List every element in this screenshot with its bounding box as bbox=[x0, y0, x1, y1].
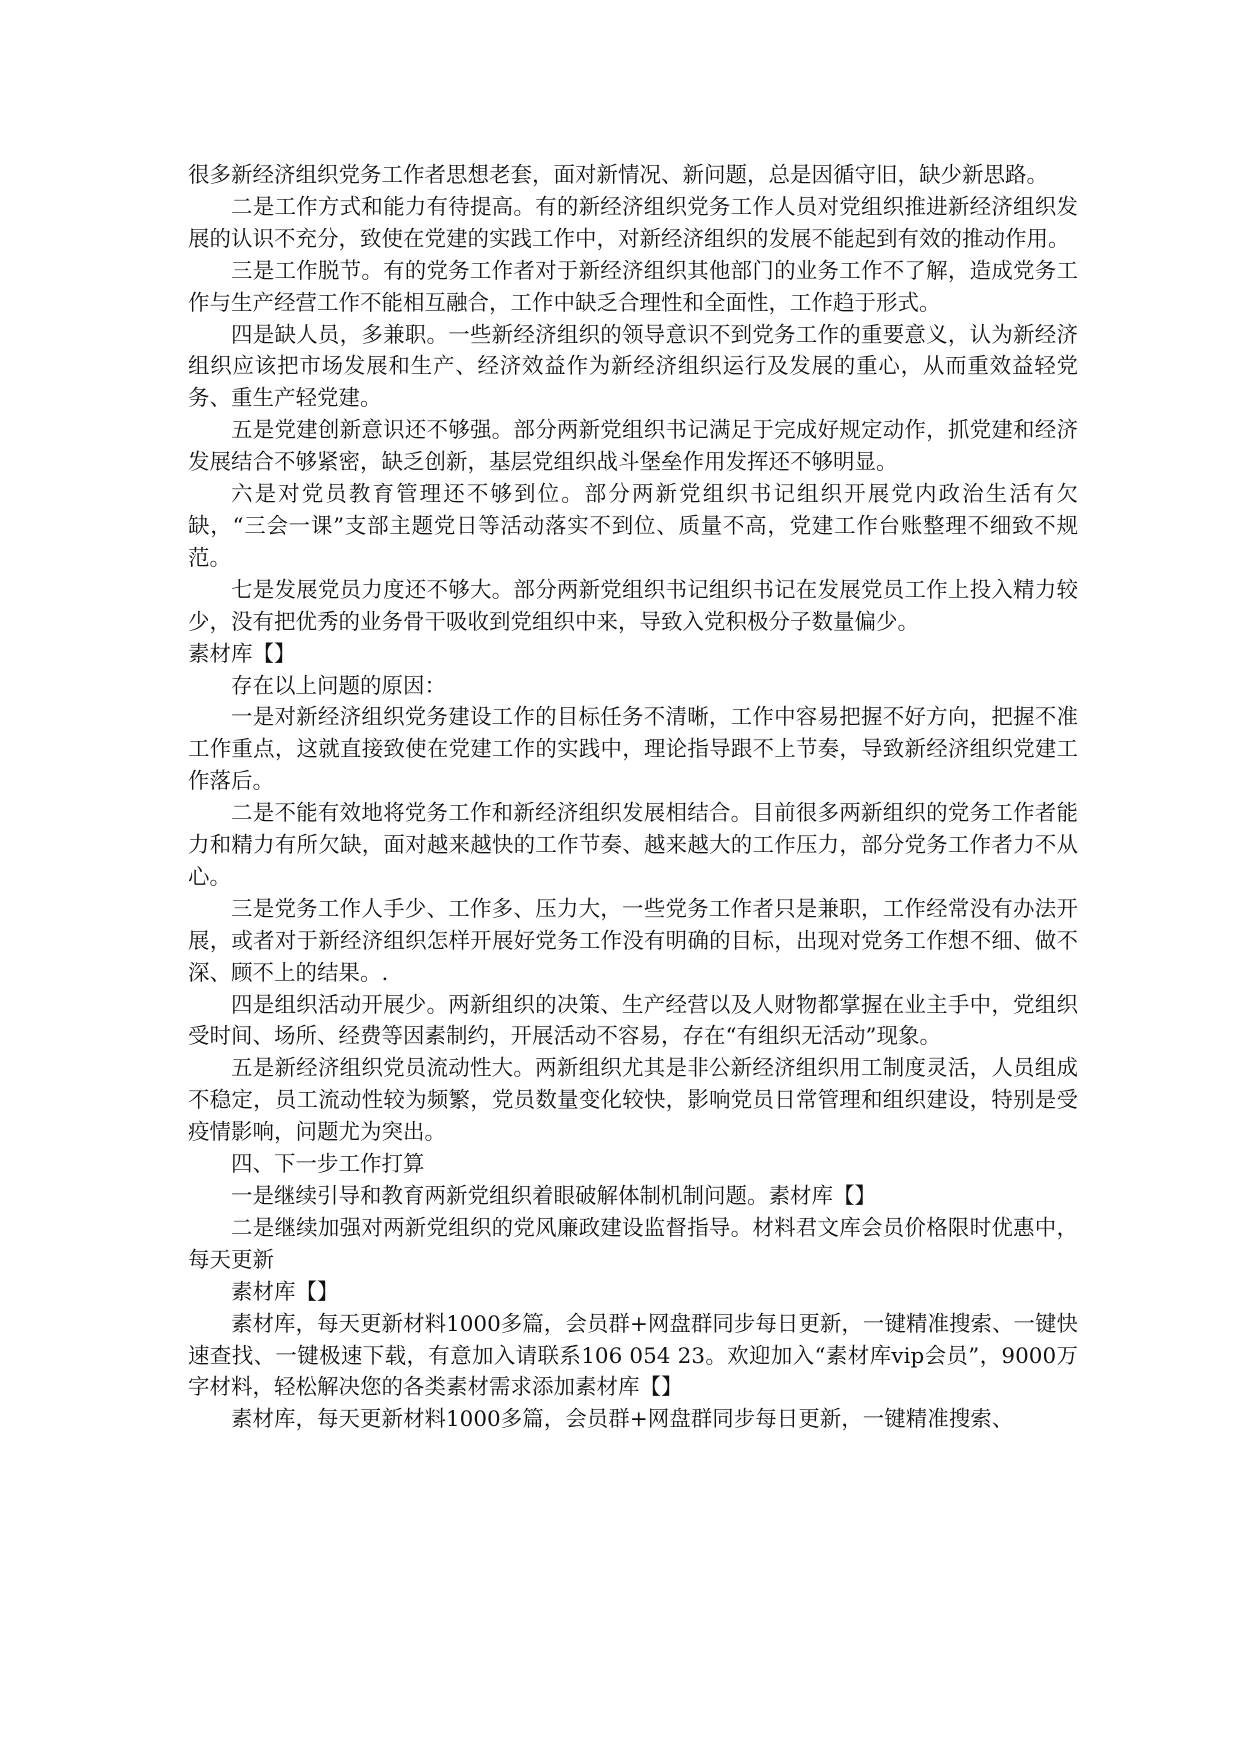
watermark-line-1: 素材库【】 bbox=[188, 641, 296, 667]
paragraph-11: 四是组织活动开展少。两新组织的决策、生产经营以及人财物都掌握在业主手中，党组织受时间、场所、经费等因素制约，开展活动不容易，存在“有组织无活动”现象。 bbox=[188, 992, 1078, 1050]
promo-paragraph-2: 素材库，每天更新材料1000多篇，会员群+网盘群同步每日更新，一键精准搜索、 bbox=[231, 1407, 1014, 1433]
paragraph-14: 二是继续加强对两新党组织的党风廉政建设监督指导。材料君文库会员价格限时优惠中，每天更新 bbox=[188, 1215, 1078, 1273]
paragraph-12: 五是新经济组织党员流动性大。两新组织尤其是非公新经济组织用工制度灵活，人员组成不稳定，员工流动性较为频繁，党员数量变化较快，影响党员日常管理和组织建设，特别是受疫情影响，问题尤为突出。 bbox=[188, 1056, 1078, 1146]
paragraph-5: 五是党建创新意识还不够强。部分两新党组织书记满足于完成好规定动作，抓党建和经济发展结合不够紧密，缺乏创新，基层党组织战斗堡垒作用发挥还不够明显。 bbox=[188, 418, 1078, 476]
paragraph-9: 二是不能有效地将党务工作和新经济组织发展相结合。目前很多两新组织的党务工作者能力和精力有所欠缺，面对越来越快的工作节奏、越来越大的工作压力，部分党务工作者力不从心。 bbox=[188, 801, 1078, 890]
promo-paragraph-1: 素材库，每天更新材料1000多篇，会员群+网盘群同步每日更新，一键精准搜索、一键快速查找、一键极速下载，有意加入请联系106 054 23。欢迎加入“素材库vip会员”，9000万字材料，轻松解决您的各类素材需求添加素材库【】 bbox=[188, 1311, 1078, 1401]
paragraph-2: 二是工作方式和能力有待提高。有的新经济组织党务工作人员对党组织推进新经济组织发展的认识不充分，致使在党建的实践工作中，对新经济组织的发展不能起到有效的推动作用。 bbox=[188, 194, 1078, 252]
paragraph-3: 三是工作脱节。有的党务工作者对于新经济组织其他部门的业务工作不了解，造成党务工作与生产经营工作不能相互融合，工作中缺乏合理性和全面性，工作趋于形式。 bbox=[188, 258, 1078, 316]
paragraph-7: 七是发展党员力度还不够大。部分两新党组织书记组织书记在发展党员工作上投入精力较少，没有把优秀的业务骨干吸收到党组织中来，导致入党积极分子数量偏少。 bbox=[188, 577, 1078, 635]
paragraph-6: 六是对党员教育管理还不够到位。部分两新党组织书记组织开展党内政治生活有欠缺，“三会一课”支部主题党日等活动落实不到位、质量不高，党建工作台账整理不细致不规范。 bbox=[188, 482, 1078, 571]
paragraph-8: 一是对新经济组织党务建设工作的目标任务不清晰，工作中容易把握不好方向，把握不准工作重点，这就直接致使在党建工作的实践中，理论指导跟不上节奏，导致新经济组织党建工作落后。 bbox=[188, 705, 1078, 795]
paragraph-1: 很多新经济组织党务工作者思想老套，面对新情况、新问题，总是因循守旧，缺少新思路。 bbox=[188, 163, 1049, 188]
paragraph-4: 四是缺人员，多兼职。一些新经济组织的领导意识不到党务工作的重要意义，认为新经济组织应该把市场发展和生产、经济效益作为新经济组织运行及发展的重心，从而重效益轻党务、重生产轻党建。 bbox=[188, 322, 1078, 412]
watermark-line-2: 素材库【】 bbox=[231, 1279, 339, 1305]
paragraph-10: 三是党务工作人手少、工作多、压力大，一些党务工作者只是兼职，工作经常没有办法开展，或者对于新经济组织怎样开展好党务工作没有明确的目标，出现对党务工作想不细、做不深、顾不上的结果。. bbox=[188, 896, 1078, 986]
section-heading-causes: 存在以上问题的原因： bbox=[231, 673, 447, 699]
paragraph-13: 一是继续引导和教育两新党组织着眼破解体制机制问题。素材库【】 bbox=[231, 1184, 877, 1209]
document-body bbox=[188, 160, 1078, 1436]
section-heading-next-steps: 四、下一步工作打算 bbox=[231, 1152, 425, 1178]
